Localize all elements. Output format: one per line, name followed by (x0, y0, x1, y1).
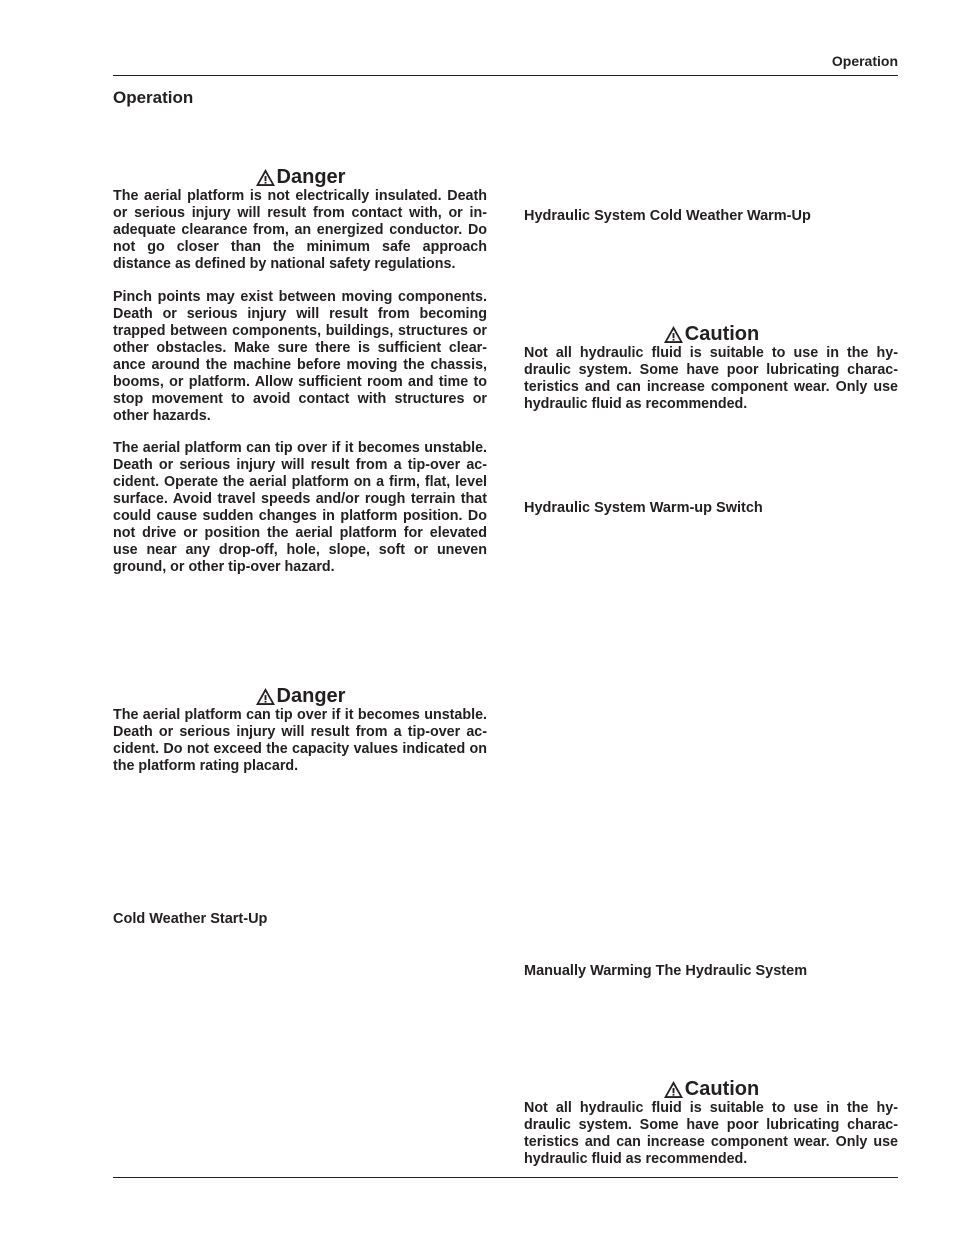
danger-1-paragraph-1: The aerial platform is not electrically insulated. Death or serious injury will result from contact with, or in-adequate clearance from, an energized conductor. Do not go closer than the minimum safe approach distance as defined by national safety regulations. (113, 188, 487, 272)
danger-2-paragraph-1: The aerial platform can tip over if it becomes unstable. Death or serious injury will result from a tip-over ac-cident. Do not exceed the capacity values indicated on the platform rating placard. (113, 707, 487, 774)
warning-triangle-icon (255, 687, 276, 706)
danger-label-1: Danger (276, 166, 346, 188)
subheading-hydraulic-warm-up: Hydraulic System Cold Weather Warm-Up (524, 208, 811, 224)
page-title: Operation (113, 88, 194, 107)
warning-triangle-icon (255, 168, 276, 187)
caution-2-text: Not all hydraulic fluid is suitable to use in the hy-draulic system. Some have poor lubricating charac-teristics and can increase component wear. Only use hydraulic fluid as recommended. (524, 1100, 898, 1167)
subheading-manual-warming: Manually Warming The Hydraulic System (524, 963, 808, 979)
header-rule (113, 75, 898, 76)
danger-1-paragraph-2: Pinch points may exist between moving components. Death or serious injury will result from becoming trapped between components, buildings, structures or other obstacles. Make sure there is sufficient clear-ance around the machine before moving the chassis, booms, or platform. Allow sufficient room and time to stop movement to avoid contact with structures or other hazards. (113, 289, 487, 424)
danger-1-paragraph-3: The aerial platform can tip over if it becomes unstable. Death or serious injury will result from a tip-over ac-cident. Operate the aerial platform on a firm, flat, level surface. Avoid travel speeds and/or rough terrain that could cause sudden changes in platform position. Do not drive or position the aerial platform for elevated use near any drop-off, hole, slope, soft or uneven ground, or other tip-over hazard. (113, 440, 487, 575)
caution-1-text: Not all hydraulic fluid is suitable to use in the hy-draulic system. Some have poor lubricating charac-teristics and can increase component wear. Only use hydraulic fluid as recommended. (524, 345, 898, 412)
caution-heading-1 (524, 323, 898, 345)
caution-label-1: Caution (684, 323, 760, 345)
caution-heading-2 (524, 1078, 898, 1100)
danger-heading-2 (113, 685, 487, 707)
footer-rule (113, 1177, 898, 1178)
subheading-warm-up-switch: Hydraulic System Warm-up Switch (524, 500, 763, 516)
danger-label-2: Danger (276, 685, 346, 707)
warning-triangle-icon (663, 325, 684, 344)
running-header: Operation (831, 53, 898, 69)
caution-label-2: Caution (684, 1078, 760, 1100)
subheading-cold-weather-start-up: Cold Weather Start-Up (113, 911, 268, 927)
danger-heading-1 (113, 166, 487, 188)
warning-triangle-icon (663, 1080, 684, 1099)
